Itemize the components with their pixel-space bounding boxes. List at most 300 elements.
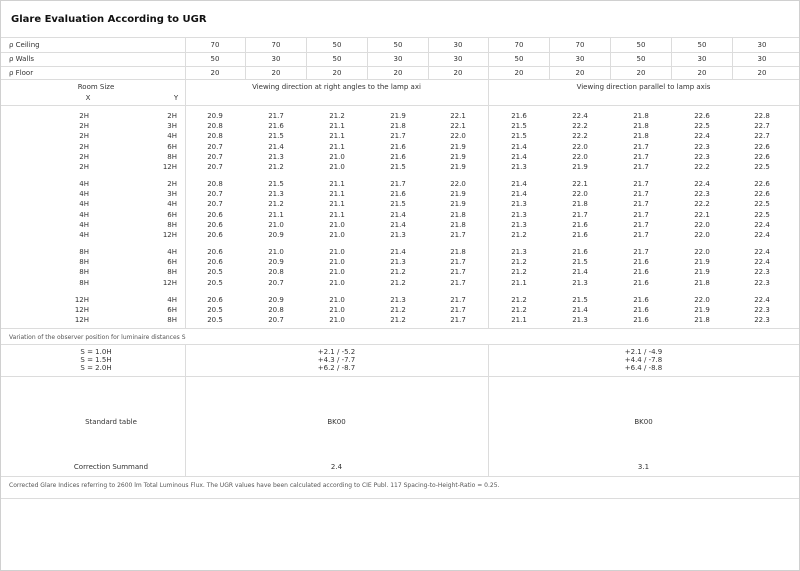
ugr-value: 21.8 xyxy=(633,122,649,131)
ugr-value: 21.5 xyxy=(572,296,588,304)
ugr-value: 21.5 xyxy=(268,132,284,141)
ugr-value: 21.3 xyxy=(572,278,588,287)
room-size-y: 3H xyxy=(167,190,177,199)
ugr-value: 22.3 xyxy=(754,278,770,287)
ugr-value: 22.3 xyxy=(754,268,770,277)
ugr-value: 21.4 xyxy=(511,152,527,161)
ugr-value: 21.6 xyxy=(572,220,588,229)
room-size-y: 2H xyxy=(167,112,177,120)
ugr-value: 21.7 xyxy=(633,248,649,256)
ugr-value: 22.0 xyxy=(572,190,588,199)
ugr-value: 21.4 xyxy=(572,268,588,277)
ugr-value: 21.5 xyxy=(511,122,527,131)
ugr-value: 21.0 xyxy=(329,278,345,287)
ugr-value: 20.9 xyxy=(268,231,284,239)
variation-left-value: +6.2 / -8.7 xyxy=(317,364,356,372)
ugr-value: 20.7 xyxy=(207,200,223,209)
ugr-value: 22.0 xyxy=(694,220,710,229)
ugr-value: 21.7 xyxy=(268,112,284,120)
ugr-value: 21.9 xyxy=(572,163,588,171)
ugr-value: 22.2 xyxy=(572,122,588,131)
ugr-value: 20.6 xyxy=(207,248,223,256)
ugr-value: 20.6 xyxy=(207,258,223,267)
ugr-value: 22.6 xyxy=(754,180,770,188)
room-size-x: 8H xyxy=(79,268,89,277)
divider xyxy=(732,37,733,79)
ugr-value: 21.0 xyxy=(329,296,345,304)
ugr-value: 22.7 xyxy=(754,132,770,141)
room-size-x: 4H xyxy=(79,200,89,209)
divider xyxy=(1,328,799,329)
reflectance-value: 50 xyxy=(332,55,342,63)
ugr-value: 21.4 xyxy=(390,220,406,229)
ugr-value: 22.2 xyxy=(694,163,710,171)
ugr-value: 20.8 xyxy=(207,180,223,188)
room-size-y: 12H xyxy=(162,163,177,171)
ugr-value: 22.3 xyxy=(694,142,710,151)
variation-spacing-label: S = 1.5H xyxy=(80,356,112,364)
ugr-value: 21.6 xyxy=(390,190,406,199)
divider xyxy=(428,37,429,79)
ugr-value: 21.6 xyxy=(390,142,406,151)
reflectance-value: 20 xyxy=(697,69,707,77)
page-title: Glare Evaluation According to UGR xyxy=(11,14,207,25)
room-size-y: 8H xyxy=(167,220,177,229)
ugr-value: 21.0 xyxy=(329,316,345,325)
ugr-value: 21.7 xyxy=(633,152,649,161)
ugr-value: 21.0 xyxy=(329,306,345,315)
room-size-y: 4H xyxy=(167,248,177,256)
reflectance-value: 70 xyxy=(575,41,585,49)
ugr-value: 21.5 xyxy=(572,258,588,267)
ugr-value: 21.1 xyxy=(268,210,284,219)
ugr-value: 21.2 xyxy=(390,278,406,287)
ugr-value: 21.0 xyxy=(268,248,284,256)
ugr-value: 21.7 xyxy=(450,306,466,315)
ugr-value: 21.5 xyxy=(511,132,527,141)
ugr-value: 21.9 xyxy=(450,163,466,171)
ugr-value: 21.6 xyxy=(633,268,649,277)
ugr-value: 21.0 xyxy=(329,220,345,229)
ugr-value: 22.8 xyxy=(754,112,770,120)
ugr-value: 21.8 xyxy=(633,112,649,120)
ugr-value: 21.3 xyxy=(511,163,527,171)
ugr-value: 21.8 xyxy=(694,278,710,287)
ugr-value: 22.2 xyxy=(694,200,710,209)
ugr-value: 21.2 xyxy=(511,306,527,315)
ugr-value: 21.2 xyxy=(511,231,527,239)
ugr-value: 21.5 xyxy=(390,200,406,209)
reflectance-value: 20 xyxy=(514,69,524,77)
divider xyxy=(1,498,799,499)
variation-left-value: +2.1 / -5.2 xyxy=(317,348,356,356)
ugr-value: 22.0 xyxy=(694,231,710,239)
variation-right-value: +6.4 / -8.8 xyxy=(624,364,663,372)
divider xyxy=(185,37,186,328)
room-size-x: 8H xyxy=(79,278,89,287)
ugr-value: 20.8 xyxy=(207,122,223,131)
ugr-value: 22.5 xyxy=(754,210,770,219)
room-size-y: 8H xyxy=(167,316,177,325)
reflectance-value: 30 xyxy=(757,41,767,49)
ugr-value: 21.1 xyxy=(329,200,345,209)
room-size-x: 2H xyxy=(79,163,89,171)
ugr-value: 21.4 xyxy=(390,248,406,256)
ugr-value: 22.0 xyxy=(450,132,466,141)
room-size-y: 4H xyxy=(167,132,177,141)
ugr-value: 21.9 xyxy=(694,268,710,277)
reflectance-label: ρ Floor xyxy=(9,69,34,77)
ugr-value: 21.2 xyxy=(511,296,527,304)
room-size-x: 2H xyxy=(79,142,89,151)
reflectance-value: 20 xyxy=(393,69,403,77)
ugr-value: 21.2 xyxy=(511,258,527,267)
footnote: Corrected Glare Indices referring to 2600 lm Total Luminous Flux. The UGR values have been calculated according to CIE Publ. 117 Spacing-to-Height-Ratio = 0.25. xyxy=(9,482,500,489)
ugr-value: 21.8 xyxy=(633,132,649,141)
ugr-value: 21.0 xyxy=(329,163,345,171)
variation-title: Variation of the observer position for luminaire distances S xyxy=(9,334,186,341)
ugr-value: 21.8 xyxy=(694,316,710,325)
ugr-value: 21.6 xyxy=(633,258,649,267)
reflectance-value: 50 xyxy=(332,41,342,49)
ugr-value: 20.7 xyxy=(268,316,284,325)
ugr-value: 22.6 xyxy=(754,190,770,199)
ugr-value: 22.3 xyxy=(754,316,770,325)
divider xyxy=(1,376,799,377)
ugr-value: 20.6 xyxy=(207,220,223,229)
divider xyxy=(1,52,799,53)
divider xyxy=(306,37,307,79)
ugr-value: 21.2 xyxy=(268,163,284,171)
ugr-value: 21.7 xyxy=(633,210,649,219)
reflectance-value: 20 xyxy=(575,69,585,77)
ugr-value: 22.5 xyxy=(754,163,770,171)
ugr-value: 22.1 xyxy=(694,210,710,219)
ugr-value: 21.7 xyxy=(450,231,466,239)
reflectance-value: 20 xyxy=(453,69,463,77)
ugr-value: 22.0 xyxy=(694,296,710,304)
room-size-y: 4H xyxy=(167,200,177,209)
room-size-y: 6H xyxy=(167,210,177,219)
ugr-value: 20.5 xyxy=(207,306,223,315)
ugr-value: 21.4 xyxy=(511,180,527,188)
reflectance-value: 20 xyxy=(210,69,220,77)
room-size-x: 4H xyxy=(79,231,89,239)
variation-spacing-label: S = 2.0H xyxy=(80,364,112,372)
ugr-value: 21.0 xyxy=(329,248,345,256)
ugr-value: 21.7 xyxy=(390,180,406,188)
room-size-label: Room Size xyxy=(77,83,115,91)
ugr-value: 21.1 xyxy=(511,278,527,287)
ugr-value: 20.9 xyxy=(268,296,284,304)
ugr-value: 21.7 xyxy=(633,142,649,151)
ugr-value: 21.9 xyxy=(450,200,466,209)
ugr-value: 22.4 xyxy=(754,258,770,267)
ugr-value: 21.4 xyxy=(511,142,527,151)
ugr-value: 21.9 xyxy=(694,306,710,315)
ugr-value: 21.6 xyxy=(633,306,649,315)
room-size-x: 8H xyxy=(79,248,89,256)
ugr-value: 22.4 xyxy=(694,132,710,141)
room-size-y: 6H xyxy=(167,306,177,315)
ugr-value: 21.7 xyxy=(572,210,588,219)
divider xyxy=(367,37,368,79)
ugr-value: 21.3 xyxy=(511,200,527,209)
reflectance-value: 50 xyxy=(697,41,707,49)
room-size-x: 2H xyxy=(79,112,89,120)
variation-spacing-label: S = 1.0H xyxy=(80,348,112,356)
standard-table-label: Standard table xyxy=(85,418,137,426)
ugr-value: 21.3 xyxy=(268,190,284,199)
correction-label: Correction Summand xyxy=(73,463,149,471)
ugr-value: 21.6 xyxy=(633,316,649,325)
ugr-value: 21.4 xyxy=(572,306,588,315)
ugr-value: 22.0 xyxy=(572,152,588,161)
ugr-value: 21.3 xyxy=(390,258,406,267)
reflectance-value: 30 xyxy=(393,55,403,63)
ugr-value: 21.7 xyxy=(633,180,649,188)
ugr-value: 22.6 xyxy=(694,112,710,120)
room-size-x-label: X xyxy=(85,94,91,102)
divider xyxy=(1,37,799,38)
room-size-y: 6H xyxy=(167,258,177,267)
ugr-value: 21.8 xyxy=(450,220,466,229)
ugr-value: 21.0 xyxy=(329,258,345,267)
ugr-value: 21.7 xyxy=(450,296,466,304)
room-size-x: 8H xyxy=(79,258,89,267)
ugr-value: 21.7 xyxy=(633,190,649,199)
standard-table-right: BK00 xyxy=(634,418,653,426)
ugr-value: 21.1 xyxy=(329,180,345,188)
ugr-value: 20.9 xyxy=(268,258,284,267)
ugr-value: 21.3 xyxy=(511,210,527,219)
reflectance-value: 70 xyxy=(514,41,524,49)
view-parallel-heading: Viewing direction parallel to lamp axis xyxy=(576,83,711,91)
ugr-value: 20.5 xyxy=(207,268,223,277)
ugr-value: 21.3 xyxy=(268,152,284,161)
ugr-value: 22.6 xyxy=(754,152,770,161)
ugr-value: 21.1 xyxy=(329,210,345,219)
ugr-value: 21.1 xyxy=(511,316,527,325)
room-size-x: 4H xyxy=(79,220,89,229)
divider xyxy=(1,66,799,67)
room-size-x: 4H xyxy=(79,210,89,219)
reflectance-value: 30 xyxy=(757,55,767,63)
divider xyxy=(245,37,246,79)
ugr-value: 22.4 xyxy=(754,231,770,239)
ugr-value: 21.7 xyxy=(450,316,466,325)
room-size-x: 12H xyxy=(74,316,89,325)
ugr-value: 22.4 xyxy=(694,180,710,188)
ugr-value: 21.6 xyxy=(572,231,588,239)
ugr-value: 21.7 xyxy=(633,200,649,209)
ugr-value: 21.8 xyxy=(450,210,466,219)
variation-left-value: +4.3 / -7.7 xyxy=(317,356,356,364)
ugr-value: 22.0 xyxy=(572,142,588,151)
ugr-value: 20.8 xyxy=(207,132,223,141)
ugr-value: 22.4 xyxy=(754,220,770,229)
divider xyxy=(1,79,799,80)
ugr-value: 20.6 xyxy=(207,296,223,304)
ugr-value: 21.7 xyxy=(633,231,649,239)
ugr-value: 21.3 xyxy=(511,248,527,256)
ugr-value: 22.5 xyxy=(754,200,770,209)
room-size-x: 2H xyxy=(79,152,89,161)
ugr-value: 22.3 xyxy=(694,152,710,161)
ugr-value: 22.5 xyxy=(694,122,710,131)
divider xyxy=(488,37,489,328)
ugr-value: 22.1 xyxy=(450,122,466,131)
ugr-value: 21.1 xyxy=(329,132,345,141)
divider xyxy=(1,344,799,345)
ugr-value: 20.6 xyxy=(207,231,223,239)
ugr-value: 21.6 xyxy=(511,112,527,120)
ugr-value: 22.2 xyxy=(572,132,588,141)
ugr-value: 20.8 xyxy=(268,306,284,315)
room-size-y: 12H xyxy=(162,231,177,239)
ugr-value: 21.2 xyxy=(268,200,284,209)
reflectance-value: 50 xyxy=(636,41,646,49)
view-right-angles-heading: Viewing direction at right angles to the lamp axi xyxy=(252,83,421,91)
ugr-value: 20.5 xyxy=(207,316,223,325)
room-size-y: 4H xyxy=(167,296,177,304)
ugr-value: 21.8 xyxy=(572,200,588,209)
ugr-value: 21.8 xyxy=(390,122,406,131)
ugr-value: 22.4 xyxy=(754,248,770,256)
reflectance-value: 20 xyxy=(757,69,767,77)
ugr-value: 22.3 xyxy=(754,306,770,315)
ugr-value: 20.5 xyxy=(207,278,223,287)
reflectance-value: 20 xyxy=(271,69,281,77)
ugr-value: 22.4 xyxy=(754,296,770,304)
ugr-value: 21.8 xyxy=(450,248,466,256)
ugr-value: 21.9 xyxy=(694,258,710,267)
correction-left: 2.4 xyxy=(330,463,343,471)
reflectance-label: ρ Ceiling xyxy=(9,41,40,49)
room-size-x: 12H xyxy=(74,296,89,304)
room-size-y: 2H xyxy=(167,180,177,188)
ugr-value: 21.7 xyxy=(390,132,406,141)
reflectance-value: 20 xyxy=(636,69,646,77)
reflectance-label: ρ Walls xyxy=(9,55,34,63)
reflectance-value: 50 xyxy=(393,41,403,49)
reflectance-value: 30 xyxy=(271,55,281,63)
ugr-value: 21.4 xyxy=(390,210,406,219)
variation-right-value: +4.4 / -7.8 xyxy=(624,356,663,364)
ugr-value: 21.0 xyxy=(268,220,284,229)
room-size-y: 8H xyxy=(167,152,177,161)
variation-right-value: +2.1 / -4.9 xyxy=(624,348,663,356)
ugr-value: 21.9 xyxy=(450,190,466,199)
ugr-value: 20.8 xyxy=(268,268,284,277)
reflectance-value: 50 xyxy=(514,55,524,63)
reflectance-value: 50 xyxy=(210,55,220,63)
ugr-value: 22.0 xyxy=(694,248,710,256)
ugr-value: 20.7 xyxy=(207,163,223,171)
divider xyxy=(671,37,672,79)
ugr-value: 21.1 xyxy=(329,142,345,151)
reflectance-value: 70 xyxy=(271,41,281,49)
ugr-value: 22.3 xyxy=(694,190,710,199)
ugr-value: 22.1 xyxy=(572,180,588,188)
ugr-value: 20.7 xyxy=(207,142,223,151)
divider xyxy=(1,105,799,106)
ugr-value: 20.9 xyxy=(207,112,223,120)
ugr-value: 21.3 xyxy=(572,316,588,325)
ugr-value: 21.9 xyxy=(450,142,466,151)
room-size-x: 4H xyxy=(79,190,89,199)
ugr-value: 21.7 xyxy=(450,268,466,277)
ugr-value: 21.6 xyxy=(268,122,284,131)
room-size-x: 2H xyxy=(79,132,89,141)
divider xyxy=(549,37,550,79)
divider xyxy=(1,476,799,477)
ugr-value: 21.2 xyxy=(329,112,345,120)
ugr-value: 20.7 xyxy=(207,152,223,161)
ugr-value: 21.6 xyxy=(390,152,406,161)
ugr-value: 22.6 xyxy=(754,142,770,151)
ugr-value: 21.6 xyxy=(633,296,649,304)
ugr-value: 21.7 xyxy=(633,220,649,229)
ugr-value: 21.4 xyxy=(268,142,284,151)
divider xyxy=(610,37,611,79)
room-size-y: 8H xyxy=(167,268,177,277)
ugr-value: 22.1 xyxy=(450,112,466,120)
room-size-x: 2H xyxy=(79,122,89,131)
ugr-value: 21.7 xyxy=(633,163,649,171)
ugr-value: 22.7 xyxy=(754,122,770,131)
room-size-y-label: Y xyxy=(173,94,179,102)
ugr-value: 21.2 xyxy=(390,316,406,325)
ugr-value: 20.7 xyxy=(207,190,223,199)
ugr-value: 21.2 xyxy=(511,268,527,277)
ugr-value: 21.1 xyxy=(329,122,345,131)
ugr-value: 20.6 xyxy=(207,210,223,219)
ugr-value: 21.9 xyxy=(450,152,466,161)
room-size-x: 12H xyxy=(74,306,89,315)
room-size-x: 4H xyxy=(79,180,89,188)
reflectance-value: 30 xyxy=(575,55,585,63)
reflectance-value: 30 xyxy=(697,55,707,63)
ugr-value: 21.4 xyxy=(511,190,527,199)
reflectance-value: 30 xyxy=(453,55,463,63)
ugr-value: 21.6 xyxy=(633,278,649,287)
ugr-value: 21.9 xyxy=(390,112,406,120)
ugr-value: 21.2 xyxy=(390,306,406,315)
ugr-value: 21.7 xyxy=(450,258,466,267)
ugr-value: 21.5 xyxy=(268,180,284,188)
reflectance-value: 50 xyxy=(636,55,646,63)
ugr-value: 22.0 xyxy=(450,180,466,188)
ugr-value: 21.5 xyxy=(390,163,406,171)
ugr-value: 21.7 xyxy=(450,278,466,287)
reflectance-value: 20 xyxy=(332,69,342,77)
ugr-value: 21.3 xyxy=(390,296,406,304)
ugr-value: 21.3 xyxy=(511,220,527,229)
ugr-value: 21.2 xyxy=(390,268,406,277)
ugr-value: 22.4 xyxy=(572,112,588,120)
room-size-y: 12H xyxy=(162,278,177,287)
correction-right: 3.1 xyxy=(637,463,650,471)
ugr-value: 21.0 xyxy=(329,152,345,161)
reflectance-value: 70 xyxy=(210,41,220,49)
ugr-value: 20.7 xyxy=(268,278,284,287)
reflectance-value: 30 xyxy=(453,41,463,49)
ugr-value: 21.1 xyxy=(329,190,345,199)
ugr-value: 21.0 xyxy=(329,231,345,239)
ugr-value: 21.0 xyxy=(329,268,345,277)
ugr-value: 21.6 xyxy=(572,248,588,256)
